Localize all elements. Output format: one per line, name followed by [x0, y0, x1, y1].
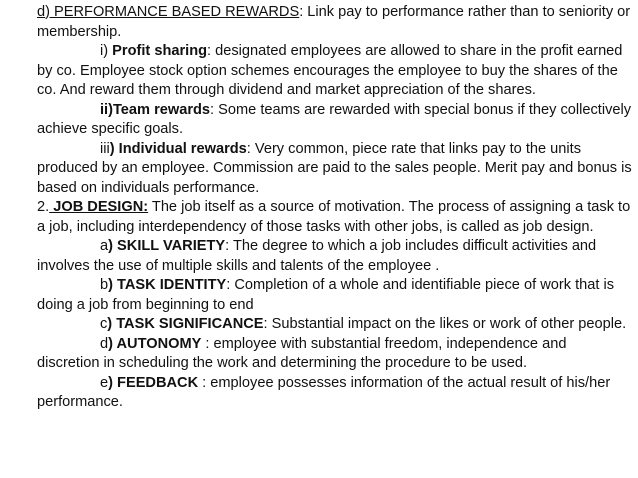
- performance-based-rewards-paragraph: [37, 3, 632, 42]
- section-heading-prefix: d: [37, 4, 46, 20]
- item-label-bold: ) FEEDBACK: [108, 374, 199, 391]
- item-text: : employee with substantial freedom, independence and discretion in scheduling the work and determining the procedure to be used.: [37, 335, 567, 371]
- job-design-text: The job itself as a source of motivation. The process of assigning a task to a job, including interdependency of those tasks with other jobs, is called as job design.: [37, 199, 631, 235]
- item-label-plain: e: [100, 374, 109, 391]
- job-design-number: 2.: [37, 199, 50, 215]
- section-heading: ) PERFORMANCE BASED REWARDS: [45, 4, 300, 20]
- job-design-paragraph: [37, 198, 632, 237]
- item-text: : Very common, piece rate that links pay to the units produced by an employee. Commission are paid to the sales people. Merit pay and bonus is based on individuals performance.: [37, 140, 632, 196]
- item-text: : Substantial impact on the likes or work of other people.: [263, 316, 627, 332]
- item-label-plain: i): [100, 43, 113, 59]
- item-text: : employee possesses information of the actual result of his/her performance.: [37, 374, 611, 410]
- job-design-heading: JOB DESIGN:: [49, 199, 149, 215]
- individual-rewards-paragraph: [37, 140, 632, 199]
- profit-sharing-paragraph: [37, 42, 632, 101]
- item-text: : Completion of a whole and identifiable piece of work that is doing a job from beginning to end: [37, 277, 615, 313]
- section-text: : Link pay to performance rather than to seniority or membership.: [37, 4, 631, 40]
- item-label-plain: iii: [100, 140, 110, 157]
- task-identity-paragraph: [37, 276, 632, 315]
- item-label-plain: c: [100, 316, 108, 332]
- item-label-bold: ) TASK IDENTITY: [108, 277, 227, 293]
- item-text: : Some teams are rewarded with special bonus if they collectively achieve specific goals.: [37, 101, 632, 137]
- item-label-bold: ii)Team rewards: [100, 101, 211, 118]
- item-text: : The degree to which a job includes difficult activities and involves the use of multiple skills and talents of the employee .: [37, 238, 597, 274]
- autonomy-paragraph: [37, 335, 632, 374]
- item-label-plain: a: [100, 238, 109, 254]
- task-significance-paragraph: [37, 315, 632, 335]
- item-label-bold: ) TASK SIGNIFICANCE: [107, 316, 264, 332]
- item-label-bold: Profit sharing: [112, 43, 208, 59]
- item-label-bold: ) AUTONOMY: [108, 335, 202, 352]
- item-label-plain: b: [100, 277, 109, 293]
- feedback-paragraph: [37, 374, 632, 413]
- item-label-bold: ) SKILL VARIETY: [108, 238, 226, 254]
- item-label-bold: ) Individual rewards: [109, 140, 247, 157]
- item-label-plain: d: [100, 335, 109, 352]
- skill-variety-paragraph: [37, 237, 632, 276]
- team-rewards-paragraph: [37, 101, 632, 140]
- item-text: : designated employees are allowed to share in the profit earned by co. Employee stock option schemes encourages the employee to buy the shares of the co. And reward them through dividend and market appreciation of the shares.: [37, 43, 623, 98]
